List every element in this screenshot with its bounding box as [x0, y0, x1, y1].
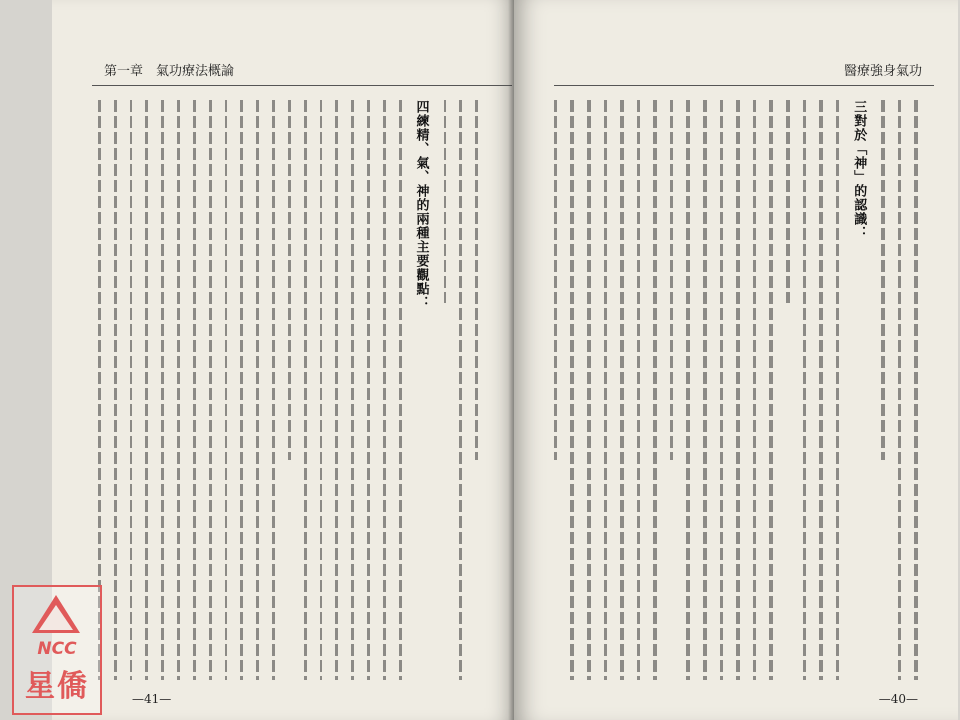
left-running-head: 第一章 氣功療法概論	[104, 64, 235, 79]
left-page-number: —41—	[132, 692, 172, 706]
text-column	[367, 100, 370, 680]
text-column	[225, 100, 228, 680]
text-column	[914, 100, 918, 680]
text-column	[786, 100, 790, 303]
text-column	[351, 100, 354, 680]
text-column	[114, 100, 117, 680]
text-column	[161, 100, 164, 680]
text-column	[686, 100, 690, 680]
right-running-head: 醫療強身氣功	[843, 64, 922, 79]
text-column	[256, 100, 259, 680]
left-body-text	[98, 100, 478, 680]
text-column	[570, 100, 574, 680]
text-column	[320, 100, 323, 680]
text-column	[475, 100, 478, 460]
text-column	[209, 100, 212, 680]
left-header-rule	[92, 85, 512, 86]
text-column	[803, 100, 807, 680]
text-column	[819, 100, 823, 680]
text-column	[753, 100, 757, 680]
stamp-han-text: 星僑	[25, 669, 89, 704]
left-page	[52, 0, 514, 720]
stamp-triangle-inner	[39, 605, 73, 630]
right-body-text	[554, 100, 918, 680]
library-stamp	[12, 585, 102, 715]
text-column	[881, 100, 885, 460]
text-column	[383, 100, 386, 680]
text-column	[193, 100, 196, 680]
text-column	[836, 100, 840, 680]
text-column	[399, 100, 402, 680]
text-column	[130, 100, 133, 680]
stamp-latin-text: NCC	[37, 639, 77, 659]
text-column	[653, 100, 657, 680]
text-column	[703, 100, 707, 680]
text-column	[272, 100, 275, 680]
text-column	[335, 100, 338, 680]
text-column	[288, 100, 291, 460]
text-column	[459, 100, 462, 680]
text-column	[444, 100, 447, 303]
text-column	[637, 100, 641, 680]
right-header-rule	[554, 85, 934, 86]
text-column	[898, 100, 902, 680]
text-column	[240, 100, 243, 680]
left-section-heading: 四練精、氣、神的兩種主要觀點：	[413, 100, 429, 310]
text-column	[177, 100, 180, 680]
text-column	[587, 100, 591, 680]
text-column	[720, 100, 724, 680]
text-column	[736, 100, 740, 680]
text-column	[620, 100, 624, 680]
text-column	[554, 100, 558, 460]
text-column	[769, 100, 773, 680]
right-page-number: —40—	[878, 692, 918, 706]
text-column	[145, 100, 148, 680]
text-column	[604, 100, 608, 680]
text-column	[304, 100, 307, 680]
right-page	[514, 0, 958, 720]
right-section-heading: 三對於「神」的認識：	[851, 100, 867, 240]
text-column	[670, 100, 674, 460]
